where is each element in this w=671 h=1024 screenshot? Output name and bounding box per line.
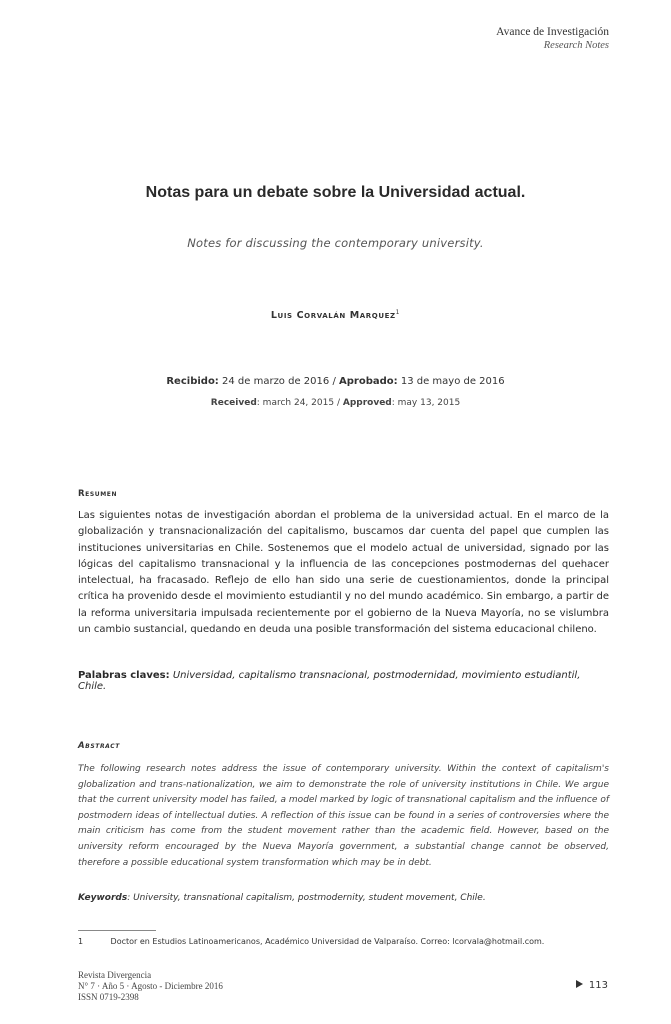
author-line <box>0 309 671 321</box>
keywords-es-values: Universidad, capitalismo transnacional, postmodernidad, movimiento estudiantil, Chile. <box>78 670 581 692</box>
footnote-number: 1 <box>78 937 84 946</box>
resumen-heading: Resumen <box>78 489 118 499</box>
journal-issn: ISSN 0719-2398 <box>78 992 139 1002</box>
approved-label-es: Aprobado: <box>339 376 398 387</box>
page-arrow-icon <box>576 980 583 988</box>
journal-name: Revista Divergencia <box>78 970 152 980</box>
author-footnote-marker: 1 <box>395 309 401 316</box>
journal-issue: N° 7 · Año 5 · Agosto - Diciembre 2016 <box>78 981 223 991</box>
dates-separator: / <box>332 376 336 387</box>
resumen-body: Las siguientes notas de investigación abordan el problema de la universidad actual. En el marco de la globalización y transnacionalización del capitalismo, buscamos dar cuenta del papel que cumplen las instituciones universitarias en Chile. Sostenemos que el modelo actual de universidad, signado por las lógicas del capitalismo transnacional y la influencia de las concepciones postmodernas del quehacer intelectual, ha fracasado. Reflejo de ello han sido una serie de cuestionamientos, donde la principal crítica ha provenido desde el movimiento estudiantil y no del mundo académico. Sin embargo, a partir de la reforma universitaria impulsada recientemente por el gobierno de la Nueva Mayoría, no se vislumbra un cambio sustancial, quedando en deuda una posible transformación del sistema educacional chileno. <box>78 510 609 636</box>
abstract-heading: Abstract <box>78 741 120 751</box>
abstract-body: The following research notes address the issue of contemporary university. Within the context of capitalism's globalization and trans-nationalization, we aim to demonstrate the role of university institutions in Chile. We argue that the current university model has failed, a model marked by logic of transnational capitalism and the influence of postmodern ideas of intellectual duties. A reflection of this issue can be found in a series of controversies where the main criticism has come from the student movement rather than the academic field. However, based on the university reform encouraged by the Nueva Mayoría government, a substantial change cannot be observed, therefore a possible educational system transformation which may be in debt. <box>78 764 609 868</box>
page-number-value: 113 <box>588 980 608 991</box>
header-section: Avance de Investigación <box>496 26 609 38</box>
approved-date-es: 13 de mayo de 2016 <box>400 376 505 387</box>
keywords-en <box>78 893 609 903</box>
footnote-text: Doctor en Estudios Latinoamericanos, Académico Universidad de Valparaíso. Correo: lcorvala@hotmail.com. <box>110 937 545 946</box>
keywords-en-label: Keywords <box>78 893 128 903</box>
keywords-es-label: Palabras claves: <box>78 670 170 681</box>
footnote <box>78 937 544 946</box>
page-number <box>576 980 608 991</box>
approved-date-en: : may 13, 2015 <box>391 398 461 408</box>
dates-es <box>0 376 671 387</box>
keywords-es <box>78 670 609 692</box>
author-name: Luis Corvalán Marquez <box>270 310 396 322</box>
article-subtitle: Notes for discussing the contemporary university. <box>187 236 484 250</box>
article-title: Notas para un debate sobre la Universidad actual. <box>145 184 526 201</box>
keywords-en-values: : University, transnational capitalism, postmodernity, student movement, Chile. <box>127 893 486 903</box>
dates-en <box>0 398 671 408</box>
received-label-es: Recibido: <box>166 376 219 387</box>
journal-info <box>78 970 223 1003</box>
footnote-rule <box>78 930 156 931</box>
approved-label-en: Approved <box>342 398 392 408</box>
running-header <box>496 26 609 52</box>
received-date-es: 24 de marzo de 2016 <box>222 376 330 387</box>
dates-separator-en: / <box>336 398 340 408</box>
received-date-en: : march 24, 2015 <box>256 398 335 408</box>
header-section-en: Research Notes <box>543 40 609 51</box>
received-label-en: Received <box>210 398 257 408</box>
